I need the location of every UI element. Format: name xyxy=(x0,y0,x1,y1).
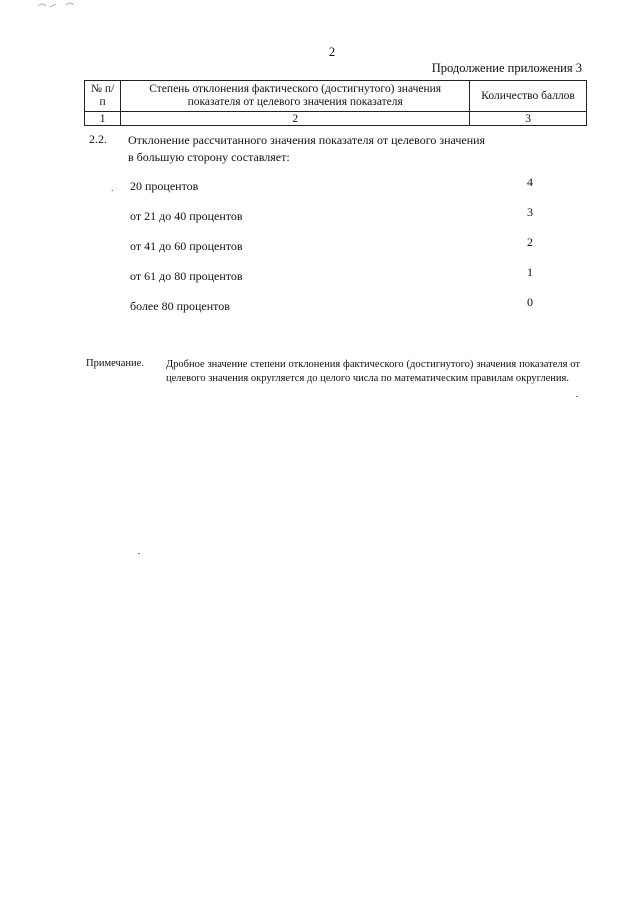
continuation-label: Продолжение приложения 3 xyxy=(431,61,582,75)
score-row-value: 1 xyxy=(527,265,533,279)
col-score-index: 3 xyxy=(470,112,587,126)
col-number-header: № п/п xyxy=(85,81,121,112)
score-row-label: от 21 до 40 процентов xyxy=(130,209,243,223)
scan-speck xyxy=(138,553,140,554)
scan-dot: . xyxy=(111,183,114,194)
score-row-label: от 61 до 80 процентов xyxy=(130,269,243,283)
col-score-header: Количество баллов xyxy=(470,81,587,112)
page-number: 2 xyxy=(328,44,336,59)
score-row-label: 20 процентов xyxy=(130,179,199,193)
score-row-value: 4 xyxy=(527,175,533,189)
col-deviation-header: Степень отклонения фактического (достигнутого) значения показателя от целевого значения показателя xyxy=(121,81,470,112)
section-title: Отклонение рассчитанного значения показателя от целевого значения в большую сторону составляет: xyxy=(128,133,486,164)
table-header-row xyxy=(85,81,587,112)
scan-speck xyxy=(576,396,578,397)
score-row-value: 3 xyxy=(527,205,533,219)
col-deviation-index: 2 xyxy=(121,112,470,126)
col-number-index: 1 xyxy=(85,112,121,126)
score-row-label: более 80 процентов xyxy=(130,299,230,313)
note-text: Дробное значение степени отклонения фактического (достигнутого) значения показателя от целевого значения округляется до целого числа по математическим правилам округления. xyxy=(166,359,580,384)
note-label: Примечание. xyxy=(86,358,144,369)
score-row-label: от 41 до 60 процентов xyxy=(130,239,243,253)
score-row-value: 0 xyxy=(527,295,533,309)
header-table xyxy=(84,80,587,126)
score-row-value: 2 xyxy=(527,235,533,249)
scan-mark-icon xyxy=(30,0,90,10)
table-numbering-row xyxy=(85,112,587,126)
section-number: 2.2. xyxy=(89,132,107,146)
